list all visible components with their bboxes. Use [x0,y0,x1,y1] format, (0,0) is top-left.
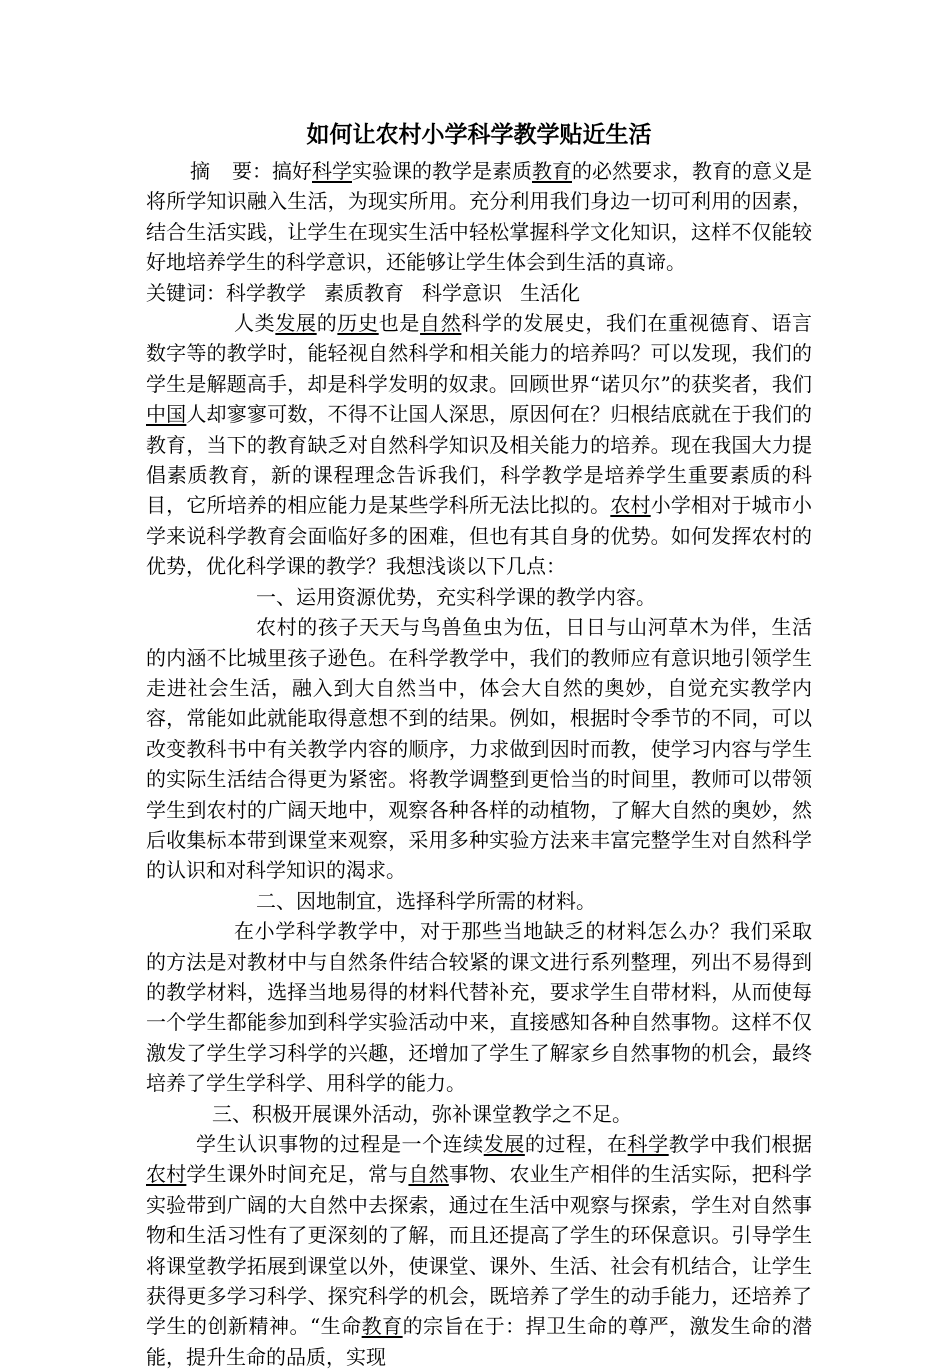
abstract-text: 实验课的教学是素质 [352,159,532,183]
document-page [146,118,812,1372]
section-1-body: 农村的孩子天天与鸟兽鱼虫为伍，日日与山河草木为伴，生活的内涵不比城里孩子逊色。在科学教学中，我们的教师应有意识地引领学生走进社会生活，融入到大自然当中，体会大自然的奥妙，自觉充实教学内容，常能如此就能取得意想不到的结果。例如，根据时令季节的不同，可以改变教科书中有关教学内容的顺序，力求做到因时而教，使学习内容与学生的实际生活结合得更为紧密。将教学调整到更恰当的时间里，教师可以带领学生到农村的广阔天地中，观察各种各样的动植物，了解大自然的奥妙，然后收集标本带到课堂来观察，采用多种实验方法来丰富完整学生对自然科学的认识和对科学知识的渴求。 [146,615,812,883]
body-text: 的宗旨在于：捍卫生命的尊严，激发生命的潜能，提升生命的品质，实现 [146,1314,813,1369]
body-text: 学生课外时间充足，常与 [186,1162,409,1187]
body-text: 小学相对于城市小学来说科学教育会面临好多的困难，但也有其自身的优势。如何发挥农村的优势，优化科学课的教学？我想浅谈以下几点： [146,493,812,579]
abstract-text: 的必然要求，教育的意义是将所学知识融入生活，为现实所用。充分利用我们身边一切可利用的因素，结合生活实践，让学生在现实生活中轻松掌握科学文化知识，这样不仅能较好地培养学生的科学意识，还能够让学生体会到生活的真谛。 [146,159,812,275]
link-nature[interactable]: 自然 [408,1162,449,1187]
body-text: 也是 [378,311,421,336]
link-science[interactable]: 科学 [627,1132,669,1156]
body-text: 事物、农业生产相伴的生活实际，把科学实验带到广阔的大自然中去探索，通过在生活中观察与探索，学生对自然事物和生活习性有了更深刻的了解，而且还提高了学生的环保意识。引导学生将课堂教学拓展到课堂以外，使课堂、课外、生活、社会有机结合，让学生获得更多学习科学、探究科学的机会，既培养了学生的动手能力，还培养了学生的创新精神。“生命 [146,1162,812,1339]
keyword-item: 科学教学 [226,280,306,305]
link-education[interactable]: 教育 [361,1314,403,1339]
body-text: 科学的发展史，我们在重视德育、语言数字等的教学时，能轻视自然科学和相关能力的培养吗？可以发现，我们的学生是解题高手，却是科学发明的奴隶。回顾世界“诺贝尔”的获奖者，我们 [146,311,813,396]
link-development[interactable]: 发展 [483,1132,525,1156]
link-nature[interactable]: 自然 [420,311,462,336]
abstract-label-b: 要： [232,159,272,183]
body-text: 人却寥寥可数，不得不让国人深思，原因何在？归根结底就在于我们的教育，当下的教育缺乏对自然科学知识及相关能力的培养。现在我国大力提倡素质教育，新的课程理念告诉我们，科学教学是培养学生重要素质的科目，它所培养的相应能力是某些学科所无法比拟的。 [146,402,812,518]
section-2-body: 在小学科学教学中，对于那些当地缺乏的材料怎么办？我们采取的方法是对教材中与自然条件结合较紧的课文进行系列整理，列出不易得到的教学材料，选择当地易得的材料代替补充，要求学生自带材料，从而使每一个学生都能参加到科学实验活动中来，直接感知各种自然事物。这样不仅激发了学生学习科学的兴趣，还增加了学生了解家乡自然事物的机会，最终培养了学生学科学、用科学的能力。 [146,919,812,1096]
body-text: 的 [316,311,338,336]
keyword-item: 科学意识 [422,280,502,305]
link-rural[interactable]: 农村 [610,493,651,518]
body-text: 教学中我们根据 [668,1132,813,1156]
document-title: 如何让农村小学科学教学贴近生活 [306,122,652,148]
abstract-label-a: 摘 [190,159,210,183]
section-3-heading: 三、积极开展课外活动，弥补课堂教学之不足。 [212,1101,632,1126]
section-3-body [146,1129,812,1372]
keywords-line [146,278,812,308]
link-rural[interactable]: 农村 [146,1162,187,1187]
link-china[interactable]: 中国 [146,402,187,427]
body-text: 学生认识事物的过程是一个连续 [196,1132,484,1156]
section-1-heading: 一、运用资源优势，充实科学课的教学内容。 [256,584,656,609]
keywords-label: 关键词： [146,280,226,305]
abstract-paragraph [146,156,812,278]
intro-paragraph [146,308,812,582]
body-text: 人类 [234,311,276,336]
section-2-heading: 二、因地制宜，选择科学所需的材料。 [256,888,596,913]
abstract-text: 搞好 [272,159,312,183]
body-text: 的过程，在 [524,1132,628,1156]
link-education[interactable]: 教育 [532,159,572,183]
link-history[interactable]: 历史 [337,311,379,336]
link-science[interactable]: 科学 [312,159,352,183]
keyword-item: 生活化 [520,280,580,305]
keyword-item: 素质教育 [324,280,404,305]
link-development[interactable]: 发展 [275,311,317,336]
